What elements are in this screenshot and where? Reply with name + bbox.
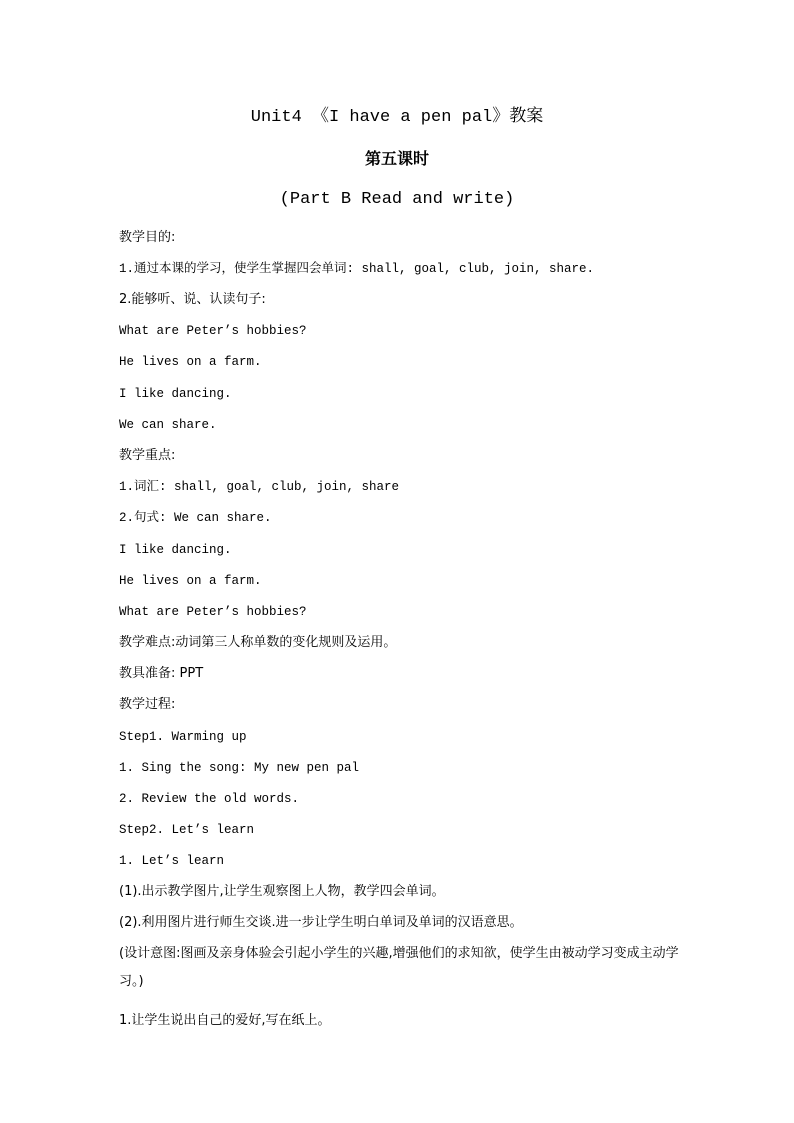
lesson-part: (Part B Read and write)	[279, 190, 515, 209]
section-heading-objectives: 教学目的:	[119, 230, 176, 245]
step-subitem: (2).利用图片进行师生交谈.进一步让学生明白单词及单词的汉语意思。	[119, 915, 523, 930]
sentence-line: I like dancing.	[119, 387, 232, 401]
sentence-line: We can share.	[119, 418, 217, 432]
sentence-line: What are Peter’s hobbies?	[119, 605, 307, 619]
step-subitem: (1).出示教学图片,让学生观察图上人物，教学四会单词。	[119, 884, 445, 899]
section-difficult-points: 教学难点:动词第三人称单数的变化规则及运用。	[119, 635, 397, 650]
objective-2: 2.能够听、说、认读句子:	[119, 292, 266, 307]
sentence-line: He lives on a farm.	[119, 574, 262, 588]
objective-1: 1.通过本课的学习，使学生掌握四会单词: shall, goal, club, join, share.	[119, 262, 595, 276]
sentence-line: I like dancing.	[119, 543, 232, 557]
sentence-line: He lives on a farm.	[119, 355, 262, 369]
document-title: Unit4 《I have a pen pal》教案	[250, 108, 544, 127]
key-point-sentences: 2.句式: We can share.	[119, 511, 272, 525]
sentence-line: What are Peter’s hobbies?	[119, 324, 307, 338]
step-item: 2. Review the old words.	[119, 792, 300, 806]
design-intent-note: (设计意图:图画及亲身体验会引起小学生的兴趣,增强他们的求知欲，使学生由被动学习变成主动学习。)	[119, 946, 679, 989]
step-heading: Step1. Warming up	[119, 730, 247, 744]
section-heading-procedure: 教学过程:	[119, 697, 176, 712]
step-item: 1. Let’s learn	[119, 854, 225, 868]
section-teaching-aids: 教具准备: PPT	[119, 666, 204, 681]
step-heading: Step2. Let’s learn	[119, 823, 255, 837]
key-point-vocabulary: 1.词汇: shall, goal, club, join, share	[119, 480, 400, 494]
lesson-number: 第五课时	[364, 149, 429, 168]
section-heading-key-points: 教学重点:	[119, 448, 176, 463]
step-item: 1. Sing the song: My new pen pal	[119, 761, 360, 775]
step-item: 1.让学生说出自己的爱好,写在纸上。	[119, 1013, 331, 1028]
